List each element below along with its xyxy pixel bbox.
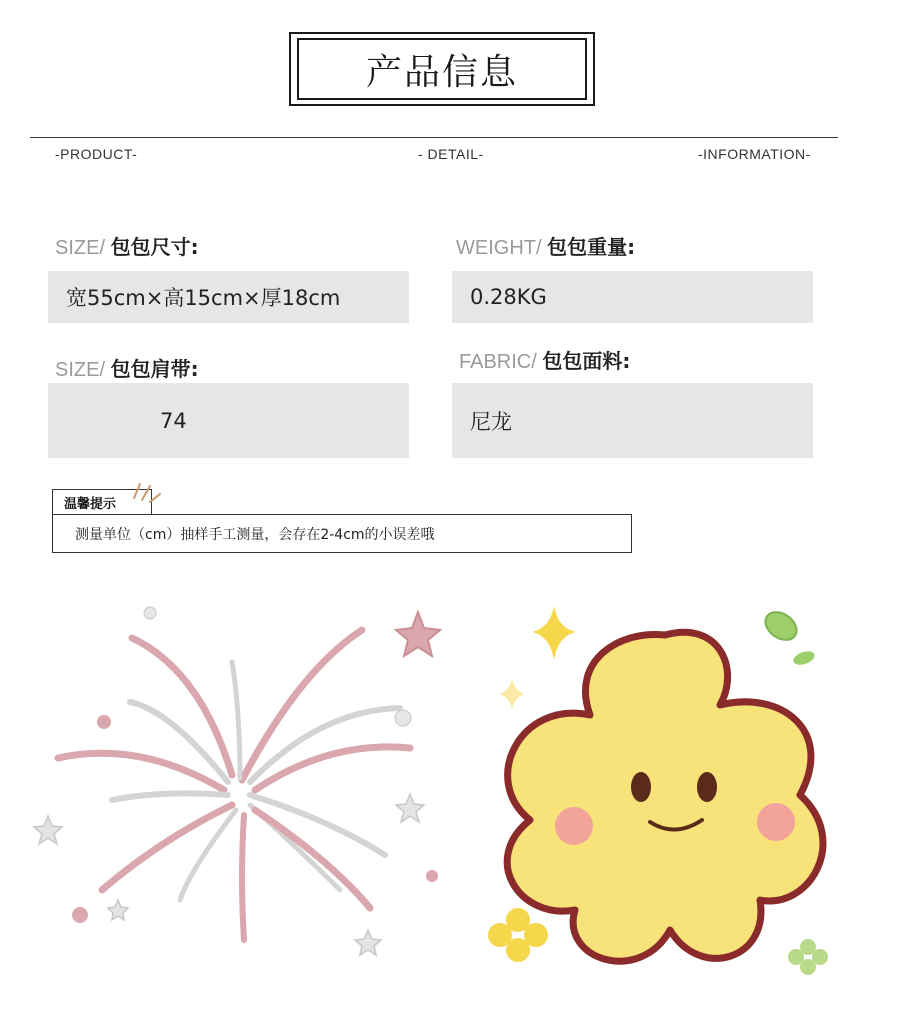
strap-label-zh: 包包肩带: [110,357,199,381]
fireworks-icon [58,630,410,940]
page-title: 产品信息 [297,38,587,100]
star-icon [34,612,440,955]
weight-label-en: WEIGHT/ [456,237,548,259]
fabric-label [459,345,630,374]
size-label [55,231,199,260]
notice-box [52,514,632,553]
sparkle-icon [500,678,524,710]
leaf-icon [760,606,802,645]
strap-label [55,353,199,382]
clover-icon [488,908,548,962]
strap-label-en: SIZE/ [55,359,111,381]
weight-label [456,231,635,260]
clover-icon [788,939,828,975]
header-divider [30,137,838,138]
fabric-value: 尼龙 [470,409,512,434]
bead-icon [72,607,438,923]
leaf-icon [792,649,817,668]
size-value-box [48,271,409,323]
sparkle-lines-icon [128,474,168,514]
notice-text: 测量单位（cm）抽样手工测量，会存在2-4cm的小误差哦 [75,526,435,543]
size-label-zh: 包包尺寸: [110,235,199,259]
notice-tab-label: 温馨提示 [64,497,117,512]
subtitle-detail: - DETAIL- [418,146,484,162]
fabric-label-zh: 包包面料: [542,349,631,373]
weight-value-box [452,271,813,323]
weight-value: 0.28KG [470,285,547,309]
smiling-flower-icon [507,632,823,961]
strap-value: 74 [160,408,187,433]
subtitle-information: -INFORMATION- [698,146,811,162]
size-value: 宽55cm×高15cm×厚18cm [66,286,341,310]
strap-value-box [48,383,409,458]
size-label-en: SIZE/ [55,237,111,259]
decorative-illustration [0,590,902,1024]
fabric-value-box [452,383,813,458]
fabric-label-en: FABRIC/ [459,351,543,373]
weight-label-zh: 包包重量: [547,235,636,259]
sparkle-icon [532,606,576,660]
subtitle-product: -PRODUCT- [55,146,138,162]
